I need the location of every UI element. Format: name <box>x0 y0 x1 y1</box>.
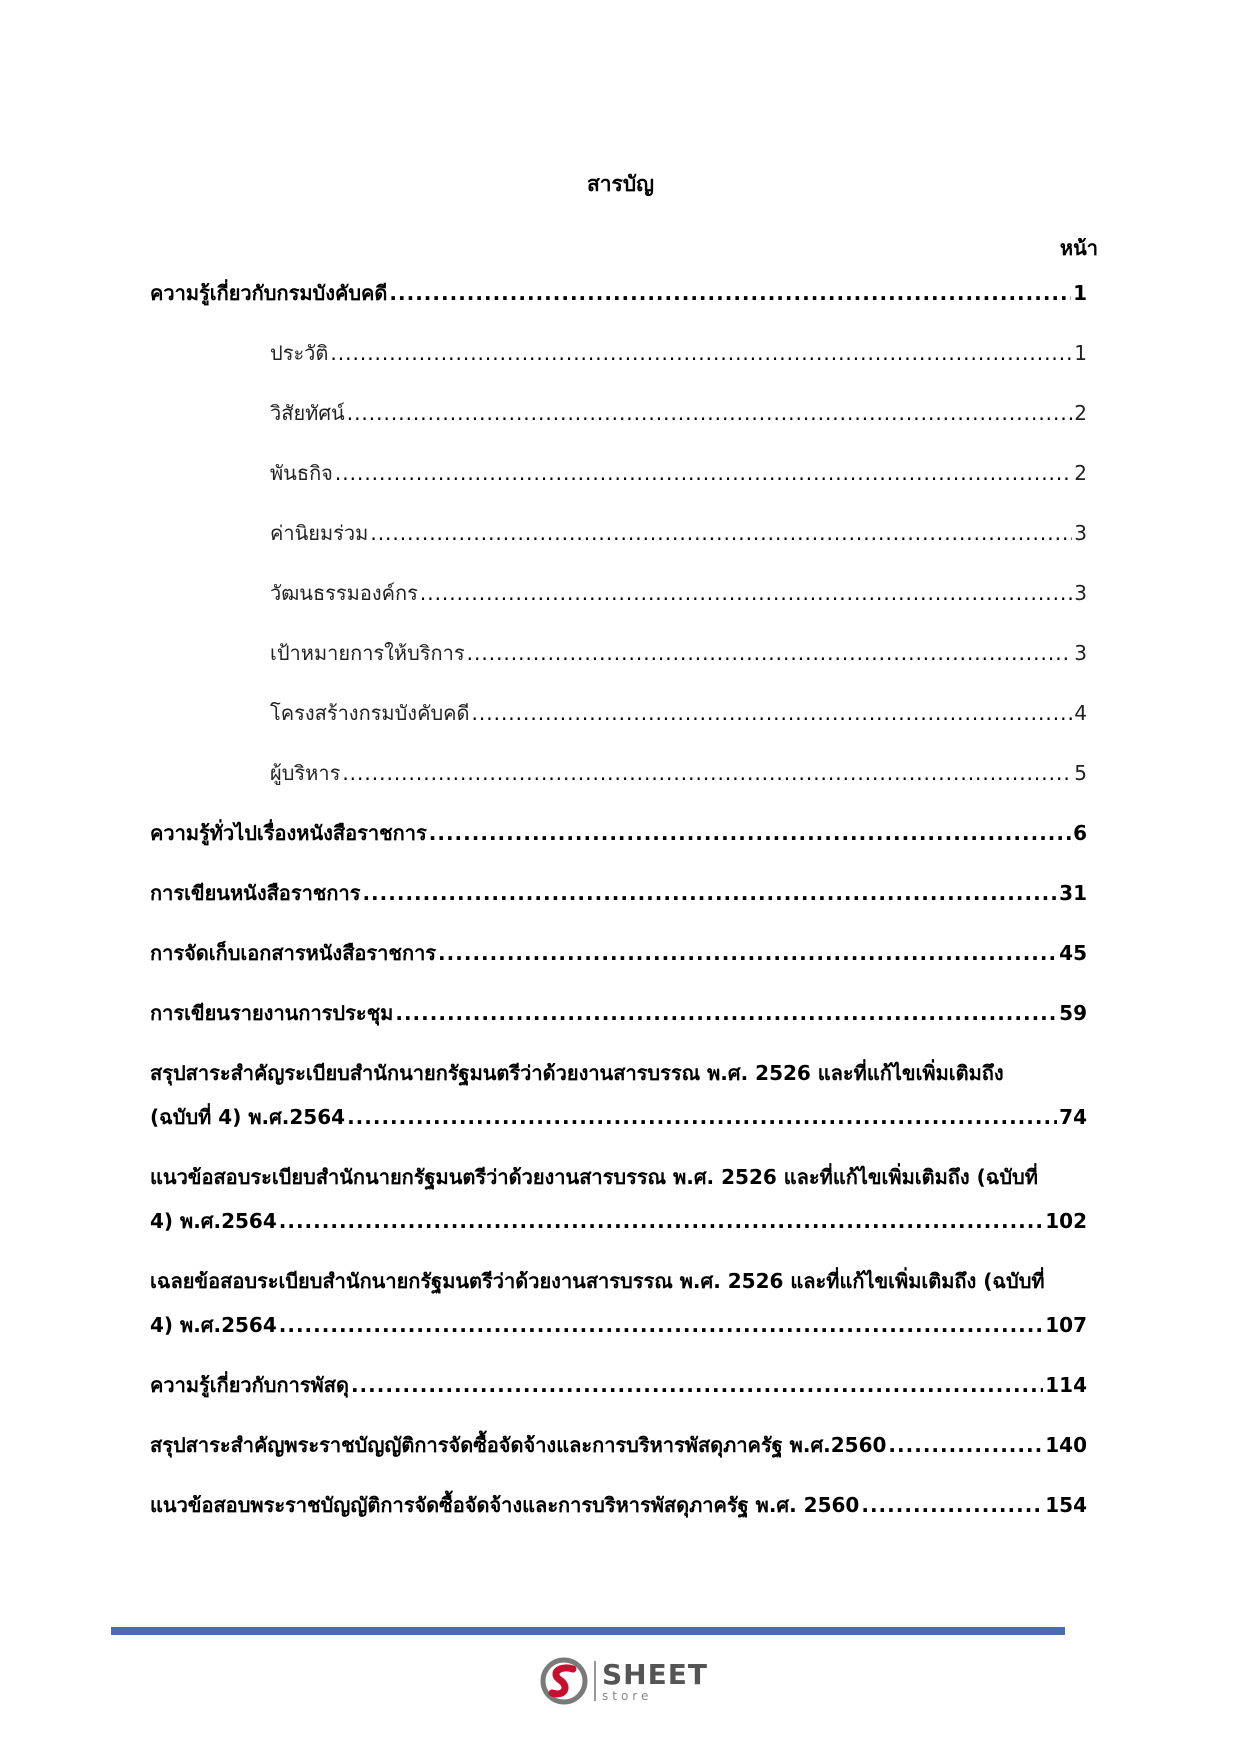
toc-entry[interactable] <box>150 1102 1087 1132</box>
toc-entry-line1 <box>150 1162 1087 1192</box>
toc-entry-title: ความรู้ทั่วไปเรื่องหนังสือราชการ <box>150 821 427 845</box>
logo-text <box>602 1657 708 1703</box>
toc-page-number: 5 <box>1074 761 1087 785</box>
logo-sub-text: store <box>602 1688 653 1703</box>
toc-entry-line1 <box>150 1266 1087 1296</box>
toc-dot-leader <box>347 398 1073 428</box>
toc-subentry[interactable] <box>270 518 1087 548</box>
toc-page-number: 1 <box>1073 281 1087 305</box>
toc-entry[interactable] <box>150 1310 1087 1340</box>
toc-entry[interactable] <box>150 1490 1087 1520</box>
toc-dot-leader <box>279 1310 1043 1340</box>
toc-entry-title: 4) พ.ศ.2564 <box>150 1313 277 1337</box>
toc-entry-title-line1: เฉลยข้อสอบระเบียบสำนักนายกรัฐมนตรีว่าด้วยงานสารบรรณ พ.ศ. 2526 และที่แก้ไขเพิ่มเติมถึง (ฉบับที่ <box>150 1269 1045 1293</box>
toc-entry[interactable] <box>150 1430 1087 1460</box>
sheet-store-logo-mark-icon <box>540 1657 588 1705</box>
toc-entry-title: การเขียนรายงานการประชุม <box>150 1001 394 1025</box>
toc-entry[interactable] <box>150 818 1087 848</box>
toc-entry-title: วิสัยทัศน์ <box>270 401 345 425</box>
toc-entry[interactable] <box>150 998 1087 1028</box>
toc-subentry[interactable] <box>270 338 1087 368</box>
toc-subentry[interactable] <box>270 578 1087 608</box>
toc-dot-leader <box>438 938 1057 968</box>
toc-entry-title: (ฉบับที่ 4) พ.ศ.2564 <box>150 1105 346 1129</box>
toc-entry-title: 4) พ.ศ.2564 <box>150 1209 277 1233</box>
toc-entry-title: ความรู้เกี่ยวกับการพัสดุ <box>150 1373 349 1397</box>
toc-entry-title: สรุปสาระสำคัญพระราชบัญญัติการจัดซื้อจัดจ้างและการบริหารพัสดุภาครัฐ พ.ศ.2560 <box>150 1433 887 1457</box>
toc-dot-leader <box>472 698 1073 728</box>
toc-entry-title: การเขียนหนังสือราชการ <box>150 881 361 905</box>
toc-entry-title: ความรู้เกี่ยวกับกรมบังคับคดี <box>150 281 388 305</box>
toc-page-number: 102 <box>1045 1209 1087 1233</box>
toc-entry-title: การจัดเก็บเอกสารหนังสือราชการ <box>150 941 437 965</box>
toc-dot-leader <box>389 278 1071 308</box>
toc-entry[interactable] <box>150 1206 1087 1236</box>
toc-entry[interactable] <box>150 938 1087 968</box>
toc-entry-title-line1: สรุปสาระสำคัญระเบียบสำนักนายกรัฐมนตรีว่าด้วยงานสารบรรณ พ.ศ. 2526 และที่แก้ไขเพิ่มเติมถึง <box>150 1061 1004 1085</box>
toc-entry-title: ประวัติ <box>270 341 329 365</box>
toc-page-number: 3 <box>1074 641 1087 665</box>
toc-page-number: 31 <box>1059 881 1087 905</box>
toc-dot-leader <box>351 1370 1043 1400</box>
toc-dot-leader <box>362 878 1057 908</box>
footer-divider-bar <box>111 1627 1065 1635</box>
toc-page-number: 114 <box>1045 1373 1087 1397</box>
toc-dot-leader <box>370 518 1072 548</box>
toc-page-number: 2 <box>1074 401 1087 425</box>
toc-entry-title: ผู้บริหาร <box>270 761 341 785</box>
toc-page-number: 1 <box>1074 341 1087 365</box>
toc-dot-leader <box>347 1102 1057 1132</box>
toc-entry[interactable] <box>150 1370 1087 1400</box>
toc-page-number: 2 <box>1074 461 1087 485</box>
toc-subentry[interactable] <box>270 398 1087 428</box>
toc-entry[interactable] <box>150 878 1087 908</box>
toc-page-number: 3 <box>1074 581 1087 605</box>
toc-entry-title: วัฒนธรรมองค์กร <box>270 581 418 605</box>
toc-dot-leader <box>861 1490 1043 1520</box>
logo-divider <box>594 1661 596 1701</box>
toc-page-number: 140 <box>1045 1433 1087 1457</box>
toc-entry-title: โครงสร้างกรมบังคับคดี <box>270 701 470 725</box>
toc-dot-leader <box>429 818 1071 848</box>
toc-entry[interactable] <box>150 278 1087 308</box>
toc-page-number: 4 <box>1074 701 1087 725</box>
toc-page-number: 45 <box>1059 941 1087 965</box>
toc-page-number: 59 <box>1059 1001 1087 1025</box>
toc-entry-line1 <box>150 1058 1087 1088</box>
toc-subentry[interactable] <box>270 758 1087 788</box>
toc-page-number: 74 <box>1059 1105 1087 1129</box>
toc-page-number: 6 <box>1073 821 1087 845</box>
logo-main-text: SHEET <box>602 1657 708 1691</box>
toc-page-number: 154 <box>1045 1493 1087 1517</box>
toc-subentry[interactable] <box>270 638 1087 668</box>
toc-dot-leader <box>279 1206 1043 1236</box>
page-title: สารบัญ <box>586 172 655 196</box>
toc-subentry[interactable] <box>270 458 1087 488</box>
toc-dot-leader <box>335 458 1072 488</box>
toc-subentry[interactable] <box>270 698 1087 728</box>
toc-dot-leader <box>395 998 1057 1028</box>
toc-dot-leader <box>342 758 1072 788</box>
sheet-store-logo <box>540 1655 710 1707</box>
toc-entry-title: พันธกิจ <box>270 461 333 485</box>
page-column-header: หน้า <box>1059 236 1098 260</box>
toc-page-number: 107 <box>1045 1313 1087 1337</box>
toc-dot-leader <box>467 638 1073 668</box>
toc-entry-title: แนวข้อสอบพระราชบัญญัติการจัดซื้อจัดจ้างและการบริหารพัสดุภาครัฐ พ.ศ. 2560 <box>150 1493 860 1517</box>
toc-dot-leader <box>420 578 1072 608</box>
toc-dot-leader <box>330 338 1072 368</box>
toc-entry-title: ค่านิยมร่วม <box>270 521 369 545</box>
toc-page-number: 3 <box>1074 521 1087 545</box>
toc-dot-leader <box>888 1430 1043 1460</box>
toc-entry-title: เป้าหมายการให้บริการ <box>270 641 465 665</box>
toc-entry-title-line1: แนวข้อสอบระเบียบสำนักนายกรัฐมนตรีว่าด้วยงานสารบรรณ พ.ศ. 2526 และที่แก้ไขเพิ่มเติมถึง (ฉบับที่ <box>150 1165 1038 1189</box>
